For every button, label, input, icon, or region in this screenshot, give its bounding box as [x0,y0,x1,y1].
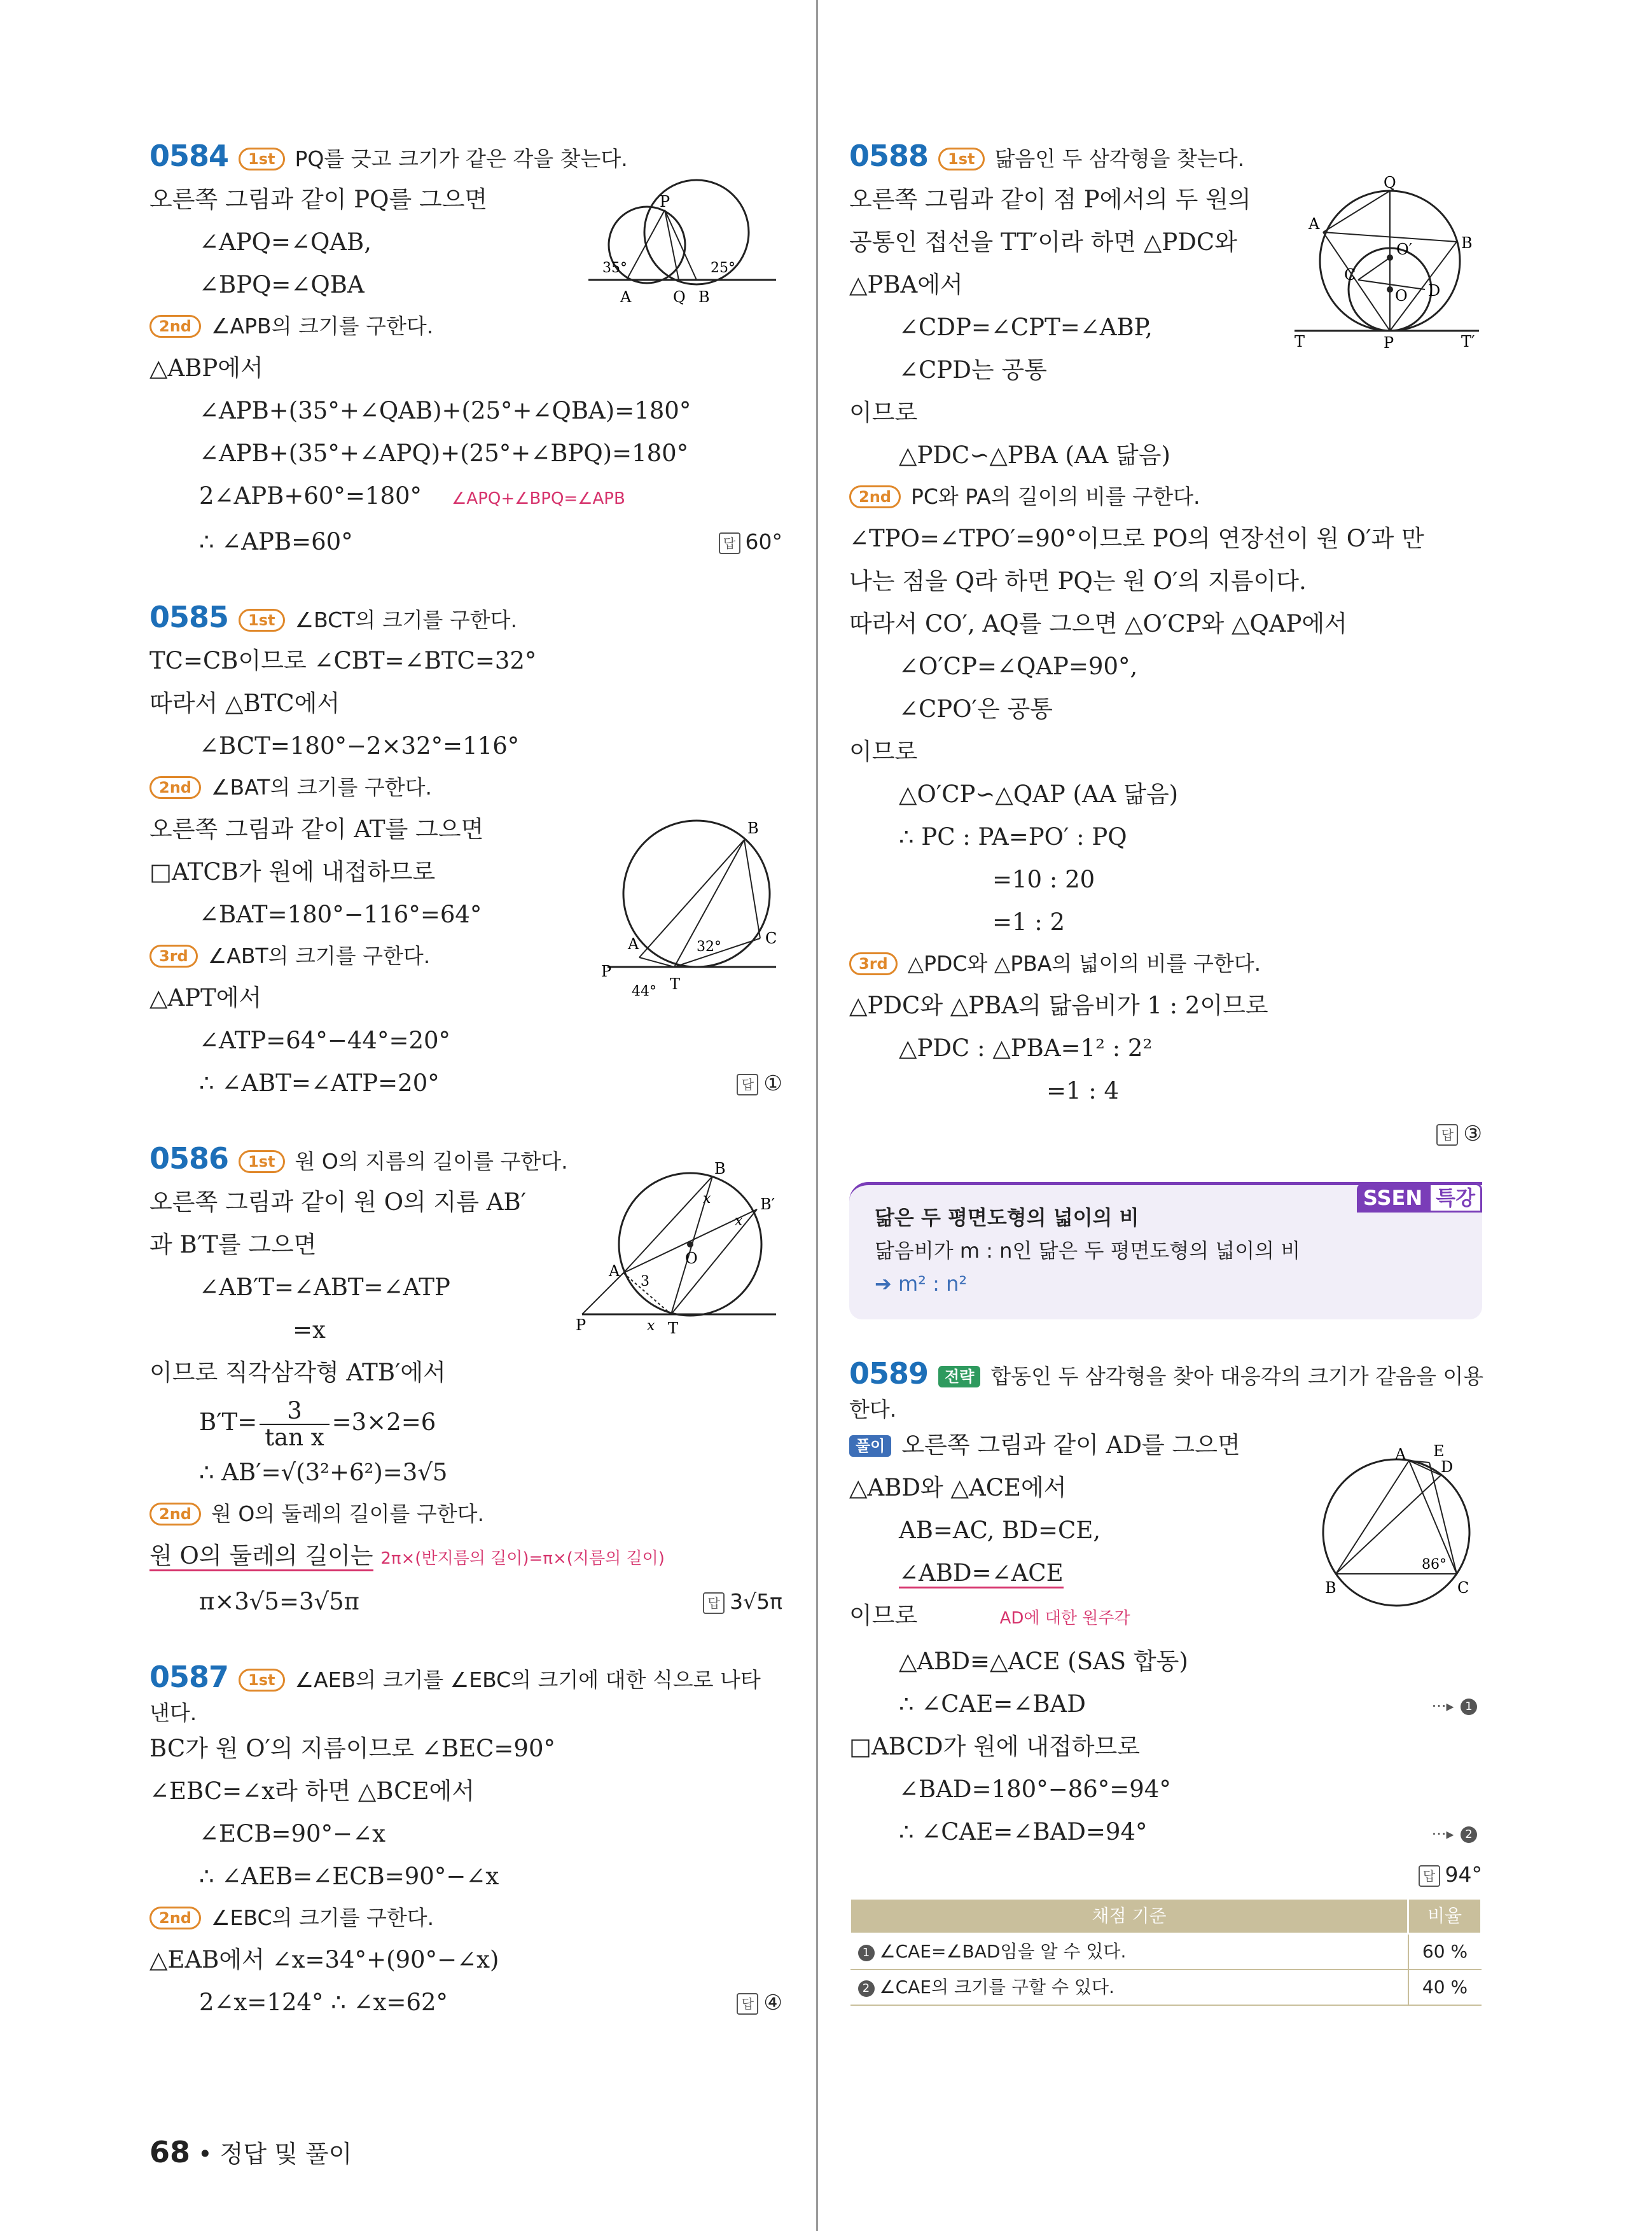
problem-0585 [149,598,782,1104]
problem-number: 0584 [149,139,229,173]
text-line: 오른쪽 그림과 같이 점 P에서의 두 원의 [849,186,1251,213]
answer-icon: 답 [703,1592,725,1614]
angle-label: 25° [711,260,735,276]
row-number: 1 [858,1945,875,1961]
text-line: ∠APB+(35°+∠QAB)+(25°+∠QBA)=180° [199,397,691,424]
label-A: A [628,935,639,953]
label-A: A [1308,215,1320,233]
solution-badge: 풀이 [849,1435,891,1457]
text-line: ∠O′CP=∠QAP=90°, [899,653,1138,680]
problem-number: 0587 [149,1660,229,1694]
equation: 2∠APB+60°=180° [199,482,422,510]
text-line: 오른쪽 그림과 같이 원 O의 지름 AB′ [149,1188,527,1216]
problem-header [149,598,782,639]
footer-bullet: • [198,2140,212,2168]
figure-0586 [576,1160,779,1349]
text-line [149,1062,782,1104]
label-Q: Q [1384,174,1396,191]
text-line: ∠CPD는 공통 [899,356,1047,384]
strategy-badge: 전략 [938,1366,980,1387]
problem-0586 [149,1139,782,1623]
conclusion: ∴ ∠APB=60° [199,528,353,555]
answer [737,1981,782,2024]
problem-header [849,137,1482,178]
text-line: ∠APB+(35°+∠APQ)+(25°+∠BPQ)=180° [199,440,689,467]
step-title: ∠BAT의 크기를 구한다. [211,775,432,800]
figure-0588 [1295,174,1482,352]
underlined-text: 원 O의 둘레의 길이는 [149,1542,373,1571]
text-line: BC가 원 O′의 지름이므로 ∠BEC=90° [149,1735,555,1762]
label-x: x [647,1318,655,1334]
step-badge: 2nd [149,776,201,799]
text-line: ∠BPQ=∠QBA [199,271,364,298]
grading-table [849,1898,1482,2006]
label-C: C [765,929,777,947]
conclusion: ∴ ∠ABT=∠ATP=20° [199,1069,440,1097]
problem-title: 닮음인 두 삼각형을 찾는다. [994,146,1245,171]
annotation-note: AD에 대한 원주각 [999,1609,1130,1628]
figure-0585 [601,814,786,999]
text-line: △ABP에서 [149,354,263,382]
text-line: ∴ AB′=√(3²+6²)=3√5 [199,1459,448,1486]
text-line: 공통인 접선을 TT′이라 하면 △PDC와 [849,228,1237,256]
fraction-lhs: B′T= [199,1408,258,1436]
label-T: T [670,975,681,993]
text-line: △EAB에서 ∠x=34°+(90°−∠x) [149,1946,499,1973]
text-line: =10 : 20 [992,866,1095,893]
answer-value: ④ [763,1990,782,2015]
text-line: =1 : 2 [992,908,1065,936]
text: 이므로 [849,1602,918,1629]
problem-0589 [849,1354,1482,2006]
row-ratio: 40 % [1408,1970,1482,2005]
text-line: △PDC : △PBA=1² : 2² [899,1034,1153,1062]
ssen-text: 닮음비가 m : n인 닮은 두 평면도형의 넓이의 비 [875,1239,1301,1263]
label-3: 3 [641,1274,649,1289]
fraction-line [149,1394,782,1451]
label-A: A [1395,1445,1406,1463]
label-D: D [1441,1458,1454,1476]
footer-label: 정답 및 풀이 [219,2140,352,2168]
text-line: ∠AB′T=∠ABT=∠ATP [199,1274,450,1301]
text-line: □ATCB가 원에 내접하므로 [149,858,436,886]
step-badge: 1st [239,609,284,632]
label-B: B [714,1160,726,1178]
angle-label: 32° [697,939,721,955]
text-line: TC=CB이므로 ∠CBT=∠BTC=32° [149,647,537,674]
text-line [149,475,782,520]
text-line: 과 B′T를 그으면 [149,1231,317,1258]
text-line: 이므로 [849,399,918,426]
figure-0584 [588,181,779,321]
annotation-note: 2π×(반지름의 길이)=π×(지름의 길이) [380,1549,665,1568]
label-A: A [609,1262,620,1280]
figure-0589 [1320,1437,1482,1609]
label-P: P [660,193,670,211]
column-divider [816,0,818,2231]
problem-title-cont: 낸다. [149,1700,197,1725]
ssen-result: ➔ m² : n² [875,1272,968,1296]
step-marker: ···▸ 2 [1432,1811,1482,1856]
step-title: △PDC와 △PBA의 넓이의 비를 구한다. [907,951,1261,976]
problem-title: 원 O의 지름의 길이를 구한다. [295,1149,568,1174]
text-line: ∠TPO=∠TPO′=90°이므로 PO의 연장선이 원 O′과 만 [849,525,1424,552]
label-B: B [1461,234,1473,252]
text-line: 따라서 △BTC에서 [149,690,340,717]
step-marker: ···▸ 1 [1432,1683,1482,1728]
label-B: B [698,288,710,306]
step-badge: 3rd [149,945,198,968]
conclusion: π×3√5=3√5π [199,1588,359,1615]
table-header: 비율 [1408,1899,1482,1934]
left-column [149,137,782,2024]
problem-0584 [149,137,782,563]
text-line: ∴ ∠AEB=∠ECB=90°−∠x [199,1863,499,1890]
problem-number: 0585 [149,600,229,634]
text-line [149,1981,782,2024]
table-row [850,1934,1482,1970]
label-x: x [735,1213,743,1229]
text-line: 이므로 직각삼각형 ATB′에서 [149,1359,446,1386]
label-B: B [1325,1579,1336,1597]
marker-2: 2 [1461,1826,1477,1843]
label-A: A [620,288,632,306]
text-line [849,1683,1482,1725]
text-line: ∠ECB=90°−∠x [199,1820,385,1847]
row-number: 2 [858,1980,875,1997]
step-badge: 3rd [849,952,898,975]
answer-value: 3√5π [730,1589,782,1614]
fraction [260,1398,329,1450]
text-line: 따라서 CO′, AQ를 그으면 △O′CP와 △QAP에서 [849,610,1347,637]
text-line: ∴ PC : PA=PO′ : PQ [899,823,1127,851]
row-text: ∠CAE의 크기를 구할 수 있다. [879,1977,1114,1998]
text-line: AB=AC, BD=CE, [899,1517,1101,1544]
answer-value: 94° [1445,1862,1482,1887]
label-C: C [1457,1579,1469,1597]
problem-0587 [149,1658,782,2024]
problem-title: ∠BCT의 크기를 구한다. [295,608,517,632]
text-line: △ABD와 △ACE에서 [849,1474,1067,1501]
step-badge: 1st [239,148,284,170]
fraction-rhs: =3×2=6 [331,1408,436,1436]
text-line: =x [293,1316,326,1344]
label-C: C [1344,266,1356,284]
underlined-text: ∠ABD=∠ACE [899,1559,1064,1588]
text-line [149,1580,782,1623]
text-line: 이므로 [849,738,918,765]
text: ∴ ∠CAE=∠BAD [899,1690,1086,1718]
denominator: tan x [265,1423,324,1451]
answer [1436,1112,1482,1155]
right-column [849,137,1482,2006]
ssen-title: 닮은 두 평면도형의 넓이의 비 [875,1206,1139,1230]
step-title: PC와 PA의 길이의 비를 구한다. [910,484,1200,509]
text-line: 나는 점을 Q라 하면 PQ는 원 O′의 지름이다. [849,567,1307,595]
text-line: 오른쪽 그림과 같이 PQ를 그으면 [149,186,488,213]
problem-header [149,1658,782,1699]
label-x: x [703,1191,711,1207]
text-line: ∠BAT=180°−116°=64° [199,901,482,928]
text-line: △APT에서 [149,984,262,1011]
label-Tprime: T′ [1461,333,1475,351]
answer-icon: 답 [719,532,740,554]
ssen-label: SSEN [1357,1183,1429,1213]
text-line: ∠BAD=180°−86°=94° [899,1776,1171,1803]
label-B: B [747,819,759,837]
text-line [149,520,782,563]
step-badge: 2nd [149,1907,201,1929]
label-E: E [1433,1442,1445,1460]
text-line: =1 : 4 [1046,1077,1120,1104]
answer [1419,1853,1483,1896]
angle-label: 35° [602,260,627,276]
problem-number: 0589 [849,1356,929,1391]
step-badge: 1st [239,1150,284,1173]
ssen-tab [1357,1182,1482,1211]
text-line: ∠APQ=∠QAB, [199,228,371,256]
table-row [850,1970,1482,2005]
label-P: P [1384,334,1394,352]
problem-title: ∠AEB의 크기를 ∠EBC의 크기에 대한 식으로 나타 [295,1667,761,1692]
text-line: ∠CPO′은 공통 [899,695,1053,723]
label-Oprime: O′ [1396,240,1413,258]
label-Q: Q [673,288,686,306]
label-P: P [601,963,612,980]
step-badge: 2nd [149,1503,201,1526]
answer-icon: 답 [1419,1865,1440,1887]
text-line: 오른쪽 그림과 같이 AT를 그으면 [149,816,484,843]
answer-icon: 답 [737,1074,758,1095]
table-header: 채점 기준 [850,1899,1408,1934]
step-badge: 2nd [149,315,201,338]
row-text: ∠CAE=∠BAD임을 알 수 있다. [879,1941,1127,1962]
label-O: O [1395,287,1408,305]
problem-0588 [849,137,1482,1150]
problem-title-cont: 한다. [849,1397,897,1422]
numerator: 3 [260,1398,329,1425]
answer-line [849,1853,1482,1891]
angle-label: 44° [632,983,656,999]
text-line: △ABD≡△ACE (SAS 합동) [899,1648,1188,1675]
answer-line [849,1112,1482,1150]
label-P: P [576,1316,587,1334]
problem-header [849,1354,1482,1396]
ssen-tip-box [849,1182,1482,1319]
step-title: ∠APB의 크기를 구한다. [211,314,434,338]
problem-title: 합동인 두 삼각형을 찾아 대응각의 크기가 같음을 이용 [990,1364,1484,1389]
label-T: T [668,1319,679,1337]
page-number: 68 [149,2135,191,2169]
answer [719,520,783,563]
answer [703,1580,782,1623]
answer [737,1062,782,1104]
problem-header [149,137,782,178]
label-Bprime: B′ [760,1195,775,1213]
step-badge: 2nd [849,485,901,508]
text-line: △PDC와 △PBA의 닮음비가 1 : 2이므로 [849,992,1268,1019]
problem-number: 0588 [849,139,929,173]
text: 오른쪽 그림과 같이 AD를 그으면 [901,1431,1240,1459]
step-badge: 1st [938,148,984,170]
ssen-label-2: 특강 [1429,1183,1482,1213]
step-title: 원 O의 둘레의 길이를 구한다. [211,1501,485,1526]
page-footer [149,2134,352,2169]
answer-value: ③ [1463,1121,1482,1146]
problem-title: PQ를 긋고 크기가 같은 각을 찾는다. [295,146,628,171]
conclusion: 2∠x=124° ∴ ∠x=62° [199,1989,448,2016]
text-line: △PBA에서 [849,271,963,298]
answer-value: ① [763,1071,782,1095]
text-line: ∠CDP=∠CPT=∠ABP, [899,314,1153,341]
step-badge: 1st [239,1669,284,1692]
row-ratio: 60 % [1408,1934,1482,1970]
annotation-note: ∠APQ+∠BPQ=∠APB [452,489,625,508]
text-line: □ABCD가 원에 내접하므로 [849,1733,1140,1760]
label-T: T [1295,333,1305,351]
text-line [149,1534,782,1580]
text-line: △PDC∽△PBA (AA 닮음) [899,441,1170,469]
text-line: △O′CP∽△QAP (AA 닮음) [899,781,1179,808]
answer-icon: 답 [737,1993,758,2015]
text-line: ∠EBC=∠x라 하면 △BCE에서 [149,1777,475,1805]
label-D: D [1428,282,1441,300]
angle-label: 86° [1422,1557,1447,1573]
label-O: O [685,1249,698,1267]
text-line: ∠ATP=64°−44°=20° [199,1027,451,1054]
text-line: ∠BCT=180°−2×32°=116° [199,732,520,760]
step-title: ∠ABT의 크기를 구한다. [207,943,431,968]
step-title: ∠EBC의 크기를 구한다. [211,1905,434,1930]
answer-icon: 답 [1436,1124,1458,1146]
text: ∴ ∠CAE=∠BAD=94° [899,1818,1148,1845]
answer-value: 60° [745,529,782,554]
marker-1: 1 [1461,1699,1477,1715]
text-line [849,1811,1482,1853]
problem-number: 0586 [149,1141,229,1176]
